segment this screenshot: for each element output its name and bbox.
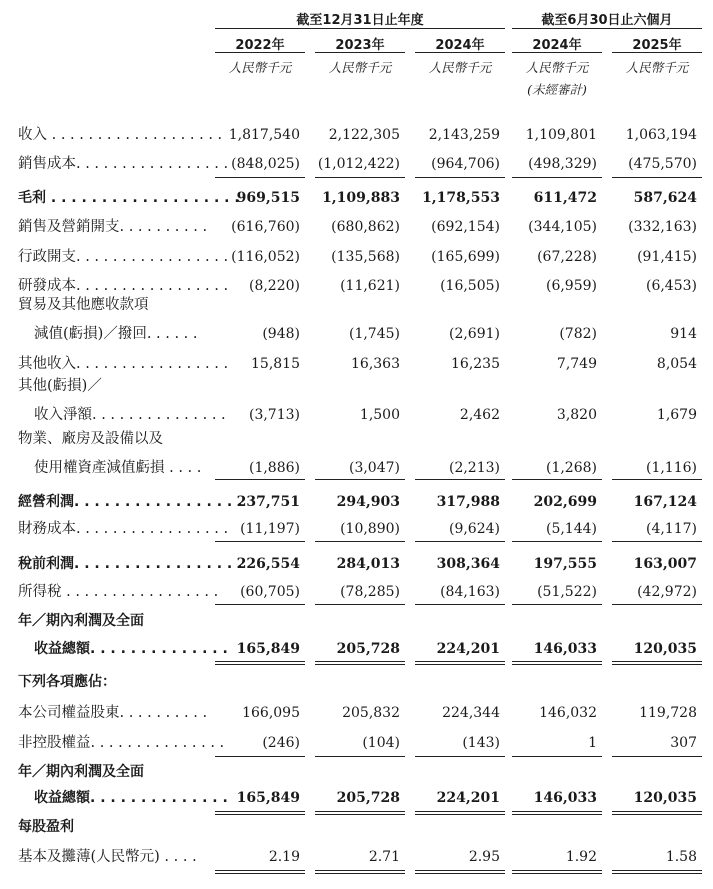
total-double-rule (215, 811, 305, 812)
table-cell: 1,500 (359, 407, 400, 423)
row-label-other-income: 其他收入. . . . . . . . . . . . . . . . . (18, 356, 229, 372)
table-cell: 317,988 (436, 494, 500, 510)
total-double-rule (215, 870, 305, 871)
total-double-rule (315, 661, 405, 662)
total-double-rule (415, 873, 505, 874)
table-cell: 587,624 (633, 190, 697, 206)
table-cell: (6,959) (545, 278, 597, 294)
table-cell: (332,163) (628, 219, 697, 235)
subtotal-rule (612, 177, 702, 178)
subtotal-rule (315, 604, 405, 605)
header-group-interim: 截至6月30日止六個月 (541, 13, 673, 28)
total-double-rule (612, 664, 702, 665)
row-label-equity-holders: 本公司權益股東. . . . . . . . . . (18, 705, 208, 721)
table-cell: (135,568) (331, 249, 400, 265)
subtotal-rule (512, 479, 602, 480)
table-cell: 146,033 (533, 641, 597, 657)
table-cell: 284,013 (336, 556, 400, 572)
row-label-non-controlling: 非控股權益. . . . . . . . . . . . . . . (18, 735, 225, 751)
table-cell: 146,032 (539, 705, 597, 721)
table-cell: (1,886) (248, 460, 300, 476)
table-cell: 15,815 (251, 356, 300, 372)
table-cell: (1,268) (545, 460, 597, 476)
header-group-annual-rule (215, 28, 505, 29)
subtotal-rule (415, 479, 505, 480)
table-cell: (1,116) (645, 460, 697, 476)
table-cell: 969,515 (236, 190, 300, 206)
table-cell: (498,329) (528, 156, 597, 172)
row-label-receivables-heading: 貿易及其他應收款項 (18, 297, 149, 313)
table-cell: (10,890) (340, 521, 400, 537)
row-label-income-tax: 所得稅 . . . . . . . . . . . . . . . . . (18, 584, 219, 600)
column-rule (612, 52, 702, 53)
row-label-total-heading-2: 年／期內利潤及全面 (18, 764, 144, 780)
header-group-interim-rule (512, 28, 702, 29)
column-rule (512, 52, 602, 53)
table-cell: (4,117) (645, 521, 697, 537)
subtotal-rule (512, 541, 602, 542)
subtotal-rule (215, 479, 305, 480)
subtotal-rule (415, 541, 505, 542)
table-cell: 205,832 (342, 705, 400, 721)
table-cell: (104) (362, 735, 400, 751)
table-cell: (344,105) (528, 219, 597, 235)
header-group-annual: 截至12月31日止年度 (296, 13, 424, 28)
table-cell: (165,699) (431, 249, 500, 265)
table-cell: 1,109,883 (322, 190, 400, 206)
table-cell: (6,453) (645, 278, 697, 294)
table-cell: (246) (262, 735, 300, 751)
table-cell: (116,052) (231, 249, 300, 265)
total-double-rule (315, 811, 405, 812)
table-cell: 2.71 (368, 849, 400, 865)
row-label-ppe-impairment: 使用權資產減值虧損 . . . . (34, 460, 202, 476)
table-cell: 119,728 (639, 705, 697, 721)
column-year-2024-interim: 2024年 (532, 38, 582, 53)
subtotal-rule (215, 756, 305, 757)
column-year-2024: 2024年 (435, 38, 485, 53)
table-cell: (848,025) (231, 156, 300, 172)
column-year-2023: 2023年 (335, 38, 385, 53)
total-double-rule (612, 811, 702, 812)
total-double-rule (512, 811, 602, 812)
subtotal-rule (512, 177, 602, 178)
column-unit: 人民幣千元 (625, 60, 689, 75)
column-rule (415, 52, 505, 53)
column-year-2025-interim: 2025年 (632, 38, 682, 53)
table-cell: 914 (670, 326, 697, 342)
total-double-rule (415, 814, 505, 815)
table-cell: 1,679 (656, 407, 697, 423)
subtotal-rule (215, 177, 305, 178)
table-cell: (60,705) (240, 584, 300, 600)
subtotal-rule (612, 604, 702, 605)
total-double-rule (512, 870, 602, 871)
table-cell: 202,699 (533, 494, 597, 510)
table-cell: 237,751 (236, 494, 300, 510)
row-label-basic-diluted: 基本及攤薄(人民幣元) . . . . (18, 849, 197, 865)
subtotal-rule (315, 541, 405, 542)
column-unit: 人民幣千元 (525, 60, 589, 75)
table-cell: (78,285) (340, 584, 400, 600)
table-cell: 3,820 (556, 407, 597, 423)
row-label-impairment: 減值(虧損)／撥回. . . . . . (34, 326, 198, 342)
table-cell: 294,903 (336, 494, 400, 510)
table-cell: 165,849 (236, 790, 300, 806)
table-cell: 308,364 (436, 556, 500, 572)
column-unit: 人民幣千元 (428, 60, 492, 75)
subtotal-rule (415, 756, 505, 757)
table-cell: 163,007 (633, 556, 697, 572)
table-cell: (1,745) (348, 326, 400, 342)
table-cell: (2,691) (448, 326, 500, 342)
table-cell: 2,122,305 (328, 127, 400, 143)
table-cell: (782) (559, 326, 597, 342)
total-double-rule (415, 664, 505, 665)
total-double-rule (215, 661, 305, 662)
table-cell: (16,505) (440, 278, 500, 294)
table-cell: 165,849 (236, 641, 300, 657)
table-cell: 166,095 (242, 705, 300, 721)
table-cell: 120,035 (633, 790, 697, 806)
table-cell: 205,728 (336, 790, 400, 806)
table-cell: 167,124 (633, 494, 697, 510)
total-double-rule (415, 661, 505, 662)
table-cell: 197,555 (533, 556, 597, 572)
total-double-rule (415, 811, 505, 812)
table-cell: (11,197) (240, 521, 300, 537)
total-double-rule (612, 873, 702, 874)
table-cell: 611,472 (533, 190, 597, 206)
row-label-ppe-heading: 物業、廠房及設備以及 (18, 431, 163, 447)
row-label-other-net: 收入淨額. . . . . . . . . . . . . . . (34, 407, 226, 423)
table-cell: 1.92 (565, 849, 597, 865)
table-cell: (143) (462, 735, 500, 751)
row-label-selling-expenses: 銷售及營銷開支. . . . . . . . . . (18, 219, 208, 235)
row-label-finance-costs: 財務成本. . . . . . . . . . . . . . . . . (18, 521, 229, 537)
row-label-admin-expenses: 行政開支. . . . . . . . . . . . . . . . . (18, 249, 229, 265)
table-cell: (680,862) (331, 219, 400, 235)
table-cell: 1.58 (665, 849, 697, 865)
table-cell: 1,178,553 (422, 190, 500, 206)
total-double-rule (315, 873, 405, 874)
total-double-rule (612, 661, 702, 662)
table-cell: 307 (670, 735, 697, 751)
table-cell: (51,522) (537, 584, 597, 600)
table-cell: 224,344 (442, 705, 500, 721)
table-cell: (84,163) (440, 584, 500, 600)
table-cell: (9,624) (448, 521, 500, 537)
row-label-attributable-heading: 下列各項應佔： (18, 674, 116, 690)
table-cell: 16,363 (351, 356, 400, 372)
subtotal-rule (512, 756, 602, 757)
row-label-total-comprehensive: 收益總額. . . . . . . . . . . . . . (34, 641, 228, 657)
table-cell: (42,972) (637, 584, 697, 600)
table-cell: 1,109,801 (525, 127, 597, 143)
row-label-operating-profit: 經營利潤. . . . . . . . . . . . . . . . . (18, 494, 243, 510)
table-cell: 205,728 (336, 641, 400, 657)
total-double-rule (612, 870, 702, 871)
table-cell: 1,817,540 (228, 127, 300, 143)
table-cell: (3,713) (248, 407, 300, 423)
column-rule (315, 52, 405, 53)
column-unit-note: (未經審計) (527, 82, 587, 97)
row-label-rnd-costs: 研發成本. . . . . . . . . . . . . . . . . (18, 278, 229, 294)
subtotal-rule (415, 604, 505, 605)
total-double-rule (315, 664, 405, 665)
table-cell: (2,213) (448, 460, 500, 476)
table-cell: (948) (262, 326, 300, 342)
table-cell: (11,621) (340, 278, 400, 294)
table-cell: 1,063,194 (625, 127, 697, 143)
table-cell: 2.95 (468, 849, 500, 865)
column-unit: 人民幣千元 (328, 60, 392, 75)
subtotal-rule (612, 541, 702, 542)
total-double-rule (612, 814, 702, 815)
table-cell: 226,554 (236, 556, 300, 572)
table-cell: 146,033 (533, 790, 597, 806)
row-label-profit-before-tax: 稅前利潤. . . . . . . . . . . . . . . . . (18, 556, 243, 572)
row-label-total-comprehensive-2: 收益總額. . . . . . . . . . . . . . (34, 790, 228, 806)
table-cell: 2,143,259 (428, 127, 500, 143)
total-double-rule (215, 814, 305, 815)
column-unit: 人民幣千元 (228, 60, 292, 75)
total-double-rule (415, 870, 505, 871)
column-year-2022: 2022年 (235, 38, 285, 53)
table-cell: (692,154) (431, 219, 500, 235)
table-cell: 2,462 (459, 407, 500, 423)
table-cell: 120,035 (633, 641, 697, 657)
total-double-rule (215, 873, 305, 874)
table-cell: 1 (588, 735, 597, 751)
column-rule (215, 52, 305, 53)
total-double-rule (215, 664, 305, 665)
table-cell: 8,054 (656, 356, 697, 372)
table-cell: 224,201 (436, 790, 500, 806)
table-cell: (67,228) (537, 249, 597, 265)
table-cell: 7,749 (556, 356, 597, 372)
total-double-rule (315, 814, 405, 815)
row-label-gross-profit: 毛利 . . . . . . . . . . . . . . . . . . . (18, 190, 240, 206)
total-double-rule (512, 664, 602, 665)
table-cell: (1,012,422) (317, 156, 400, 172)
row-label-revenue: 收入 . . . . . . . . . . . . . . . . . . . (18, 127, 223, 143)
subtotal-rule (512, 604, 602, 605)
subtotal-rule (315, 756, 405, 757)
row-label-total-heading: 年／期內利潤及全面 (18, 613, 144, 629)
row-label-eps-heading: 每股盈利 (18, 819, 74, 835)
total-double-rule (512, 873, 602, 874)
table-cell: (5,144) (545, 521, 597, 537)
table-cell: 16,235 (451, 356, 500, 372)
table-cell: 224,201 (436, 641, 500, 657)
subtotal-rule (612, 479, 702, 480)
subtotal-rule (215, 604, 305, 605)
subtotal-rule (315, 479, 405, 480)
subtotal-rule (215, 541, 305, 542)
table-cell: (8,220) (248, 278, 300, 294)
table-cell: (91,415) (637, 249, 697, 265)
subtotal-rule (612, 756, 702, 757)
row-label-cost-of-sales: 銷售成本. . . . . . . . . . . . . . . . . (18, 156, 229, 172)
table-cell: (475,570) (628, 156, 697, 172)
table-cell: (616,760) (231, 219, 300, 235)
subtotal-rule (315, 177, 405, 178)
table-cell: (3,047) (348, 460, 400, 476)
total-double-rule (315, 870, 405, 871)
total-double-rule (512, 814, 602, 815)
table-cell: (964,706) (431, 156, 500, 172)
total-double-rule (512, 661, 602, 662)
row-label-other-loss-heading: 其他(虧損)／ (18, 378, 102, 394)
subtotal-rule (415, 177, 505, 178)
table-cell: 2.19 (268, 849, 300, 865)
